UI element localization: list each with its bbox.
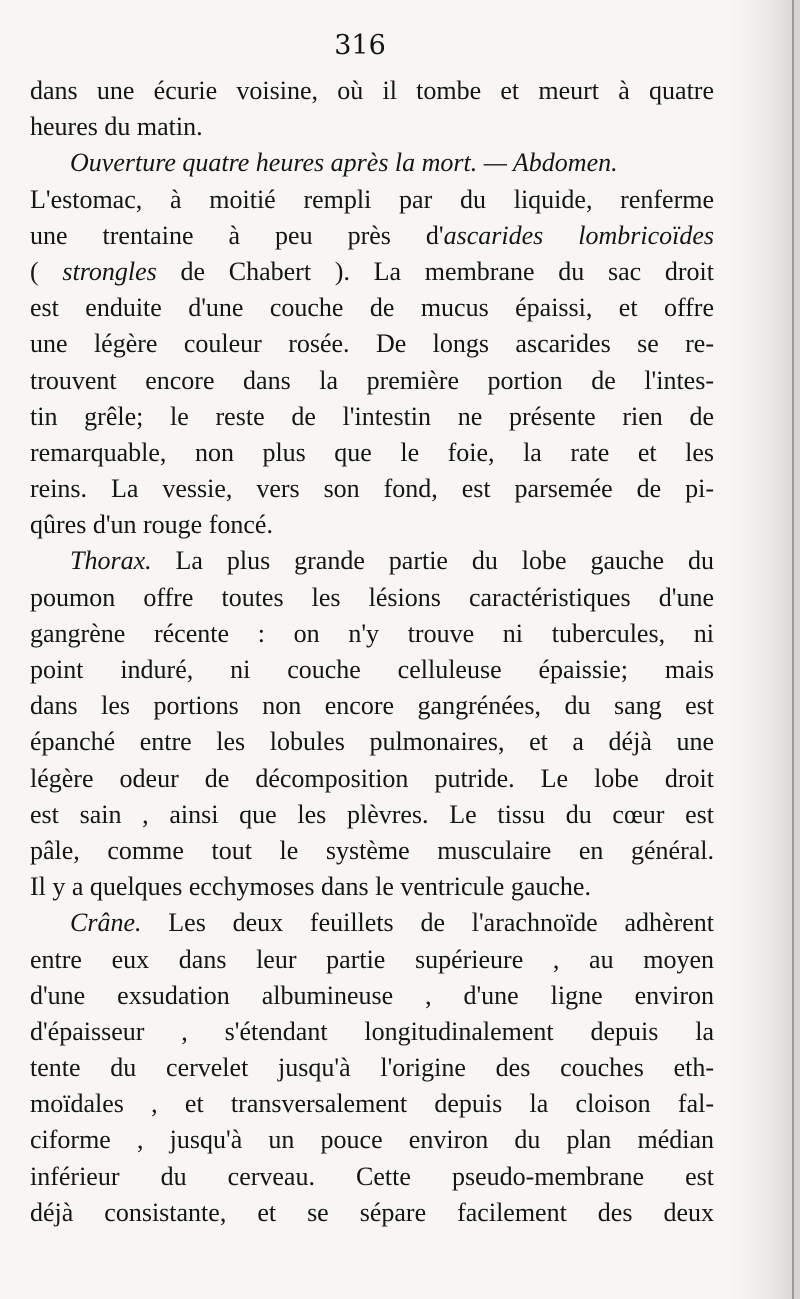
text-line — [30, 290, 714, 326]
text-run: trouvent encore dans la première portion de l'intes- — [30, 365, 714, 395]
text-line — [30, 435, 714, 471]
text-run: pâle, comme tout le système musculaire en général. — [30, 835, 714, 865]
text-line — [30, 978, 714, 1014]
text-run: est enduite d'une couche de mucus épaissi, et offre — [30, 293, 714, 323]
text-line — [30, 942, 714, 978]
italic-text: Crâne. — [70, 908, 142, 938]
text-run: inférieur du cerveau. Cette pseudo-membrane est — [30, 1161, 714, 1191]
text-line — [30, 73, 714, 109]
text-run: ciforme , jusqu'à un pouce environ du plan médian — [30, 1125, 714, 1155]
text-run: une légère couleur rosée. De longs ascarides se re- — [30, 329, 714, 359]
text-line — [30, 905, 714, 941]
text-run: remarquable, non plus que le foie, la rate et les — [30, 437, 714, 467]
text-run: épanché entre les lobules pulmonaires, et a déjà une — [30, 727, 714, 757]
page-edge — [792, 0, 794, 1299]
text-run: ( — [30, 256, 63, 286]
text-line — [30, 182, 714, 218]
text-run: une trentaine à peu près d' — [30, 220, 444, 250]
italic-text: ascarides lombricoïdes — [443, 220, 714, 250]
text-run: d'épaisseur , s'étendant longitudinalement depuis la — [30, 1016, 714, 1046]
italic-text: Thorax. — [70, 546, 152, 576]
text-run: Les deux feuillets de l'arachnoïde adhèrent — [141, 908, 714, 938]
text-run: moïdales , et transversalement depuis la cloison fal- — [30, 1089, 714, 1119]
text-line — [30, 218, 714, 254]
page-number: 316 — [334, 30, 386, 61]
text-run: d'une exsudation albumineuse , d'une ligne environ — [30, 980, 714, 1010]
text-run: tin grêle; le reste de l'intestin ne présente rien de — [30, 401, 714, 431]
italic-text: strongles — [62, 256, 157, 286]
text-line — [30, 399, 714, 435]
text-run: La plus grande partie du lobe gauche du — [151, 546, 714, 576]
text-line — [30, 869, 714, 905]
text-line — [30, 1086, 714, 1122]
text-line — [30, 833, 714, 869]
text-line — [30, 724, 714, 760]
text-line — [30, 507, 714, 543]
text-run: poumon offre toutes les lésions caractéristiques d'une — [30, 582, 714, 612]
text-run: heures du matin. — [30, 112, 203, 142]
text-line — [30, 471, 714, 507]
text-run: L'estomac, à moitié rempli par du liquide, renferme — [30, 184, 714, 214]
text-run: tente du cervelet jusqu'à l'origine des couches eth- — [30, 1053, 714, 1083]
text-line — [30, 652, 714, 688]
text-line — [30, 616, 714, 652]
text-line — [30, 1014, 714, 1050]
text-run: de Chabert ). La membrane du sac droit — [156, 256, 714, 286]
text-run: est sain , ainsi que les plèvres. Le tissu du cœur est — [30, 799, 714, 829]
text-line — [30, 580, 714, 616]
text-line — [30, 1122, 714, 1158]
page-gutter-shadow — [730, 0, 800, 1299]
text-run: légère odeur de décomposition putride. Le lobe droit — [30, 763, 714, 793]
text-line — [30, 109, 714, 145]
body-text — [30, 73, 714, 1231]
text-line — [30, 1050, 714, 1086]
text-run: qûres d'un rouge foncé. — [30, 510, 273, 540]
text-line — [30, 145, 714, 181]
text-run: point induré, ni couche celluleuse épaissie; mais — [30, 655, 714, 684]
text-line — [30, 1159, 714, 1195]
text-line — [30, 761, 714, 797]
italic-text: Ouverture quatre heures après la mort. — Abdomen. — [70, 148, 618, 178]
text-line — [30, 688, 714, 724]
text-run: dans une écurie voisine, où il tombe et meurt à quatre — [30, 76, 714, 105]
text-run: gangrène récente : on n'y trouve ni tubercules, ni — [30, 618, 714, 648]
text-run: Il y a quelques ecchymoses dans le ventricule gauche. — [30, 872, 591, 902]
text-run: déjà consistante, et se sépare facilement des deux — [30, 1197, 714, 1227]
text-line — [30, 326, 714, 362]
text-run: dans les portions non encore gangrénées, du sang est — [30, 691, 714, 721]
text-line — [30, 363, 714, 399]
text-line — [30, 797, 714, 833]
text-run: reins. La vessie, vers son fond, est parsemée de pi- — [30, 474, 714, 504]
text-run: entre eux dans leur partie supérieure , au moyen — [30, 944, 714, 974]
text-line — [30, 1195, 714, 1231]
text-line — [30, 543, 714, 579]
text-line — [30, 254, 714, 290]
